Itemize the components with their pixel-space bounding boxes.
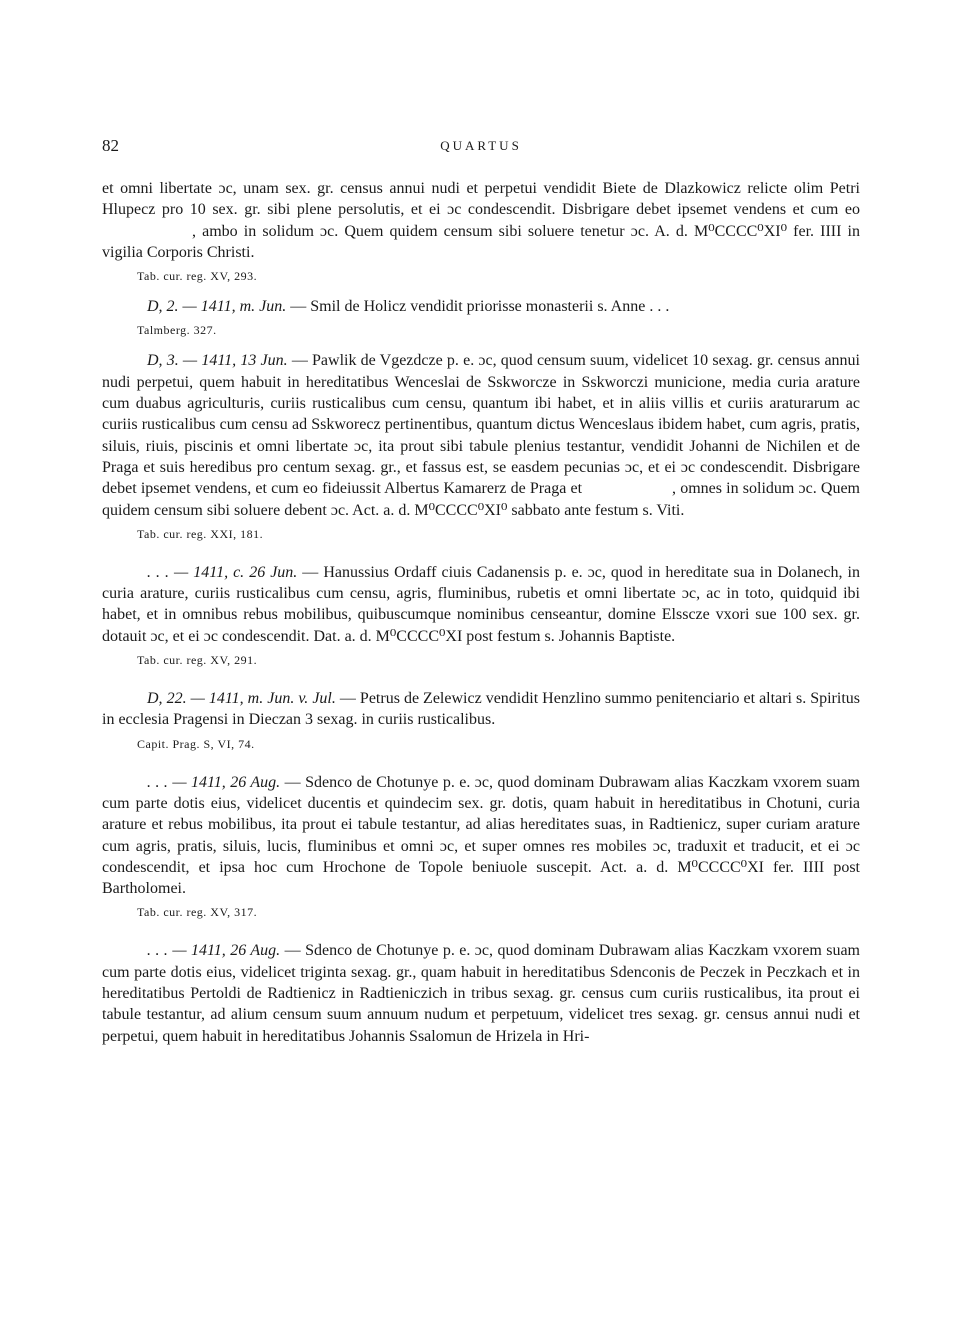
entry-text bbox=[102, 350, 860, 520]
regest-entry bbox=[102, 296, 860, 338]
source-reference: Tab. cur. reg. XV, 293. bbox=[137, 269, 258, 284]
regest-entry bbox=[102, 772, 860, 921]
entry-body: — Sdenco de Chotunye p. e. ɔc, quod dominam Dubrawam alias Kaczkam vxorem suam cum parte dotis eius, videlicet triginta sexag. gr., quam habuit in hereditatibus Sdenconis de Peczek in Peczkach et in hereditatibus Pertoldi de Radtienicz in Radtieniczich in tribus sexag. gr. census cum curiis rusticalibus, ita prout ei tabule testantur, ad alium censum suum annuum nudum et perpetuum, videlicet tres sexag. gr. census annui nudi et perpetui, quem habuit in hereditatibus Johannis Ssalomun de Hrizela in Hri- bbox=[102, 942, 861, 1045]
entry-text-part: , ambo in solidum ɔc. Quem quidem censum sibi soluere tenetur ɔc. A. d. M⁰CCCC⁰XI⁰ fer. IIII in vigilia Corporis Christi. bbox=[102, 222, 860, 261]
page-number: 82 bbox=[102, 136, 119, 155]
source-reference: Tab. cur. reg. XXI, 181. bbox=[137, 526, 264, 541]
entry-date: D, 22. — 1411, m. Jun. v. Jul. bbox=[147, 690, 336, 708]
entry-text bbox=[102, 296, 860, 317]
page-body bbox=[102, 178, 860, 1047]
page-header bbox=[102, 136, 860, 160]
regest-entry bbox=[102, 940, 860, 1046]
entry-date: . . . — 1411, 26 Aug. bbox=[147, 773, 281, 791]
regest-entry bbox=[102, 350, 860, 541]
source-reference: Talmberg. 327. bbox=[137, 323, 217, 338]
entry-body: — Petrus de Zelewicz vendidit Henzlino summo penitenciario et altari s. Spiritus in ecclesia Pragensi in Dieczan 3 sexag. in curiis rusticalibus. bbox=[102, 690, 861, 729]
entry-body: — Pawlik de Vgezdcze p. e. ɔc, quod censum suum, videlicet 10 sexag. gr. census annui nudi perpetui, quem habuit in hereditatibus Wenceslai de Sskworcze in Sskworczi municione, media curia arature cum duabus agriculturis, curiis rusticalibus cum censu, quantum ibi habet, et in aliis villis et curiis araturarum ac curiis rusticalibus cum censu ad Sskworecz pertinentibus, quantum dictus Wenceslaus ibidem habet, cum agris, pratis, siluis, riuis, piscinis et omni libertate ɔc, ita prout sibi tabule plenius testantur, vendidit Johanni de Nichilen et de Praga et suis heredibus pro centum sexag. gr., et fassus est, se easdem pecunias ɔc, et ei ɔc condescendit. Disbrigare debet ipsemet vendens, et cum eo fideiussit Albertus Kamarerz de Praga et bbox=[102, 352, 860, 498]
entry-date: D, 3. — 1411, 13 Jun. bbox=[147, 352, 288, 370]
source-reference: Tab. cur. reg. XV, 291. bbox=[137, 653, 258, 668]
regest-entry bbox=[102, 688, 860, 752]
entry-body: — Hanussius Ordaff ciuis Cadanensis p. e. ɔc, quod in hereditate sua in Dolanech, in curia arature, curiis rusticalibus cum censu, agris, fluminibus, rubetis et omni libertate ɔc, ac in toto, quidquid ibi habet, et in omnibus rebus mobilibus, quibuscumque nominibus censeantur, domine Elsscze vxori sue 100 sex. gr. dotauit ɔc, et ei ɔc condescendit. Dat. a. d. M⁰CCCC⁰XI post festum s. Johannis Baptiste. bbox=[102, 563, 860, 645]
entry-text bbox=[102, 772, 860, 900]
entry-text bbox=[102, 688, 860, 731]
regest-entry bbox=[102, 562, 860, 668]
entry-text bbox=[102, 940, 860, 1046]
source-reference: Capit. Prag. S, VI, 74. bbox=[137, 736, 255, 751]
entry-body: — Sdenco de Chotunye p. e. ɔc, quod dominam Dubrawam alias Kaczkam vxorem suam cum parte dotis eius, videlicet ducentis et quindecim sex. gr. dotis, quam habuit in hereditatibus in Chotuni, curia arature et rebus mobilibus, ita prout ei tabule testantur, ad alias hereditates suas, in Radtienicz, super curiam arature cum agris, pratis, siluis, lucis, fluminibus et omni ɔc, et super omnes res mobiles ɔc, traduxit et traducit, et ei ɔc condescendit, et ipsa hoc cum Hrochone de Topole beniuole suscepit. Act. a. d. M⁰CCCC⁰XI fer. IIII post Bartholomei. bbox=[102, 773, 861, 898]
entry-date: D, 2. — 1411, m. Jun. bbox=[147, 298, 287, 316]
entry-body: — Smil de Holicz vendidit priorisse monasterii s. Anne . . . bbox=[286, 298, 670, 316]
entry-continuation bbox=[102, 178, 860, 284]
entry-text-part: et omni libertate ɔc, unam sex. gr. census annui nudi et perpetui vendidit Biete de Dlazkowicz relicte olim Petri Hlupecz pro 10 sex. gr. sibi plene persolutis, et ei ɔc condescendit. Disbrigare debet ipsemet vendens et cum eo bbox=[102, 180, 860, 219]
source-reference: Tab. cur. reg. XV, 317. bbox=[137, 905, 258, 920]
entry-date: . . . — 1411, c. 26 Jun. bbox=[147, 563, 298, 581]
running-head: QUARTUS bbox=[440, 138, 522, 153]
entry-text bbox=[102, 178, 860, 263]
entry-date: . . . — 1411, 26 Aug. bbox=[147, 942, 281, 960]
entry-body: , omnes in solidum ɔc. Quem quidem censum sibi soluere debent ɔc. Act. a. d. M⁰CCCC⁰XI⁰ sabbato ante festum s. Viti. bbox=[102, 480, 861, 519]
entry-text bbox=[102, 562, 860, 647]
